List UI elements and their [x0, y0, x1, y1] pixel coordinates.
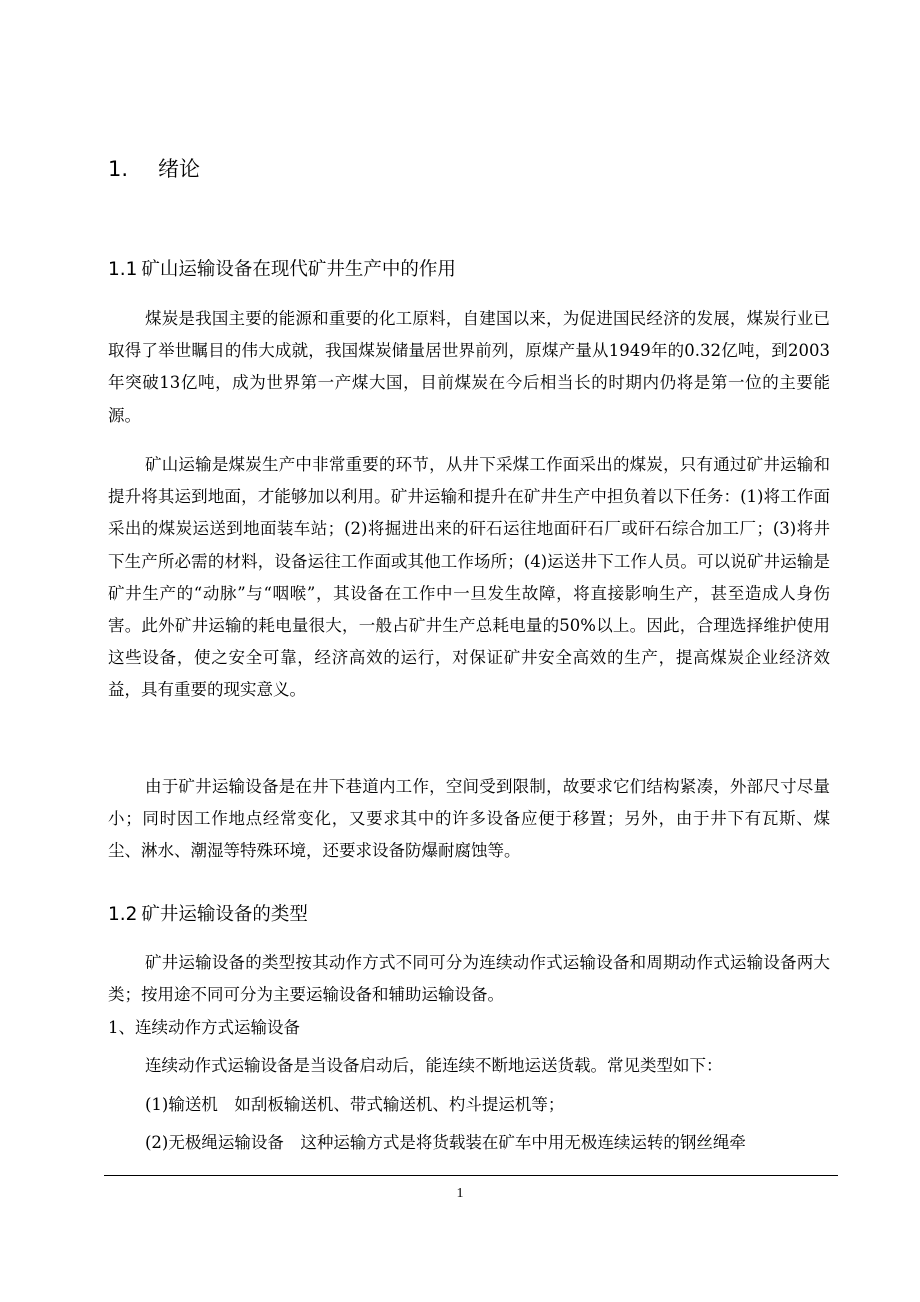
chapter-number: 1. [108, 157, 129, 181]
section-title: 矿山运输设备在现代矿井生产中的作用 [141, 259, 456, 280]
page-number: 1 [456, 1186, 464, 1201]
list-item-endless-rope: (2)无极绳运输设备 这种运输方式是将货载装在矿车中用无极连续运转的钢丝绳牵 [145, 1133, 746, 1152]
section-number: 1.1 [108, 259, 138, 280]
list-heading-continuous: 1、连续动作方式运输设备 [108, 1018, 300, 1037]
list-item-conveyor: (1)输送机 如刮板输送机、带式输送机、杓斗提运机等； [145, 1095, 565, 1114]
paragraph-equipment-requirements: 由于矿井运输设备是在井下巷道内工作，空间受到限制，故要求它们结构紧凑，外部尺寸尽量小；同时因工作地点经常变化，又要求其中的许多设备应便于移置；另外，由于井下有瓦斯、煤尘、淋水、潮湿等特殊环境，还要求设备防爆耐腐蚀等。 [108, 777, 830, 861]
section-heading-1-2 [108, 901, 308, 929]
paragraph-continuous-description: 连续动作式运输设备是当设备启动后，能连续不断地运送货载。常见类型如下： [145, 1056, 723, 1075]
footer-divider [104, 1175, 838, 1176]
section-number: 1.2 [108, 904, 138, 925]
paragraph-mine-transport-role: 矿山运输是煤炭生产中非常重要的环节，从井下采煤工作面采出的煤炭，只有通过矿井运输和提升将其运到地面，才能够加以利用。矿井运输和提升在矿井生产中担负着以下任务：(1)将工作面采出的煤炭运送到地面装车站；(2)将掘进出来的矸石运往地面矸石厂或矸石综合加工厂；(3)将井下生产所必需的材料，设备运往工作面或其他工作场所；(4)运送井下工作人员。可以说矿井运输是矿井生产的“动脉”与“咽喉”，其设备在工作中一旦发生故障，将直接影响生产，甚至造成人身伤害。此外矿井运输的耗电量很大，一般占矿井生产总耗电量的50%以上。因此，合理选择维护使用这些设备，使之安全可靠，经济高效的运行，对保证矿井安全高效的生产，提高煤炭企业经济效益，具有重要的现实意义。 [108, 455, 830, 700]
chapter-heading [108, 154, 200, 184]
section-title: 矿井运输设备的类型 [141, 904, 308, 925]
section-heading-1-1 [108, 256, 456, 284]
paragraph-coal-energy: 煤炭是我国主要的能源和重要的化工原料，自建国以来，为促进国民经济的发展，煤炭行业已取得了举世瞩目的伟大成就，我国煤炭储量居世界前列，原煤产量从1949年的0.32亿吨，到2003年突破13亿吨，成为世界第一产煤大国，目前煤炭在今后相当长的时期内仍将是第一位的主要能源。 [108, 309, 830, 425]
chapter-title: 绪论 [158, 157, 200, 181]
paragraph-equipment-types: 矿井运输设备的类型按其动作方式不同可分为连续动作式运输设备和周期动作式运输设备两大类；按用途不同可分为主要运输设备和辅助运输设备。 [108, 953, 830, 1005]
